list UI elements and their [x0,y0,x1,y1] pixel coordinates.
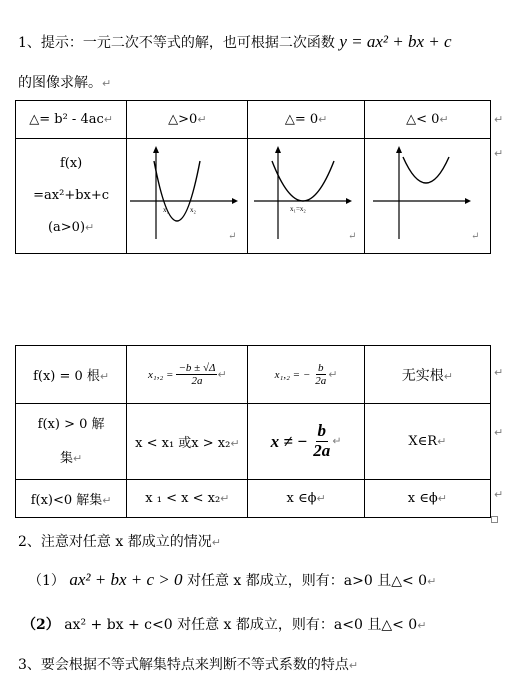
note-2-case-1: （1） ax² + bx + c > 0 对任意 x 都成立，则有：a>0 且△< 0↵ [28,570,437,589]
note-2: 2、注意对任意 x 都成立的情况↵ [18,534,221,550]
graph-no-root-cell [364,139,490,254]
positive-inequality-formula: ax² + bx + c > 0 [69,570,183,589]
svg-text:↵: ↵ [348,231,357,242]
graph-double-root-cell [248,139,364,254]
less-no-root-solution: x ∈ϕ↵ [364,480,490,518]
double-root-formula: x₁,₂ = − $\frac{b}{2a}$ ↵ [248,346,364,404]
less-zero-label: f(x)<0 解集↵ [16,480,127,518]
graph-two-roots-cell [127,139,248,254]
svg-text:↵: ↵ [228,231,237,242]
function-label-line: =ax²+bx+c [33,188,110,203]
delta-lt-header: △< 0↵ [364,101,490,139]
quadratic-function-formula: y = ax² + bx + c [339,32,452,51]
table-resize-handle[interactable] [491,516,498,523]
greater-two-roots-solution: x < x₁ 或x > x₂↵ [127,404,248,480]
delta-header: △= b² - 4ac↵ [16,101,127,139]
svg-text:↵: ↵ [471,231,480,242]
paragraph-mark: ↵ [102,77,112,90]
less-two-roots-solution: x ₁ < x < x₂↵ [127,480,248,518]
graph-table [15,100,491,254]
greater-no-root-solution: X∈R↵ [364,404,490,480]
root-x2-label: x₂ [190,206,197,214]
function-label-cell [16,139,127,254]
intro-text: 1、提示：一元二次不等式的解，也可根据二次函数 [18,35,335,51]
note-2-case-2: （2） ax² + bx + c<0 对任意 x 都成立，则有：a<0 且△< 0↵ [22,617,427,633]
parabola-two-roots-graph [128,139,246,249]
root-x1-label: x₁ [163,206,170,214]
less-double-root-solution: x ∈ϕ↵ [248,480,364,518]
delta-gt-header: △>0↵ [127,101,248,139]
intro-line-1 [18,32,452,52]
no-real-root-cell: 无实根↵ [364,346,490,404]
function-label-line: (a>0)↵ [47,220,95,235]
function-label-line: f(x) [59,156,83,171]
greater-zero-label: f(x) > 0 解 集↵ [16,404,127,480]
greater-double-root-solution: x ≠ − $\frac{b}{2a}$ ↵ [248,404,364,480]
solution-table [15,345,491,518]
negative-inequality-expr: ax² + bx + c<0 [64,617,173,633]
parabola-no-root-graph [367,139,487,249]
intro-text-2: 的图像求解。 [18,75,102,91]
intro-line-2 [18,72,111,92]
double-root-label: x₁=x₂ [290,205,306,213]
equation-root-label: f(x) = 0 根↵ [16,346,127,404]
parabola-double-root-graph [250,139,362,249]
two-roots-formula: x₁,₂ = $\frac{-b \pm √\Delta}{2a}$ ↵ [127,346,248,404]
note-3: 3、要会根据不等式解集特点来判断不等式系数的特点↵ [18,657,359,673]
delta-eq-header: △= 0↵ [248,101,364,139]
